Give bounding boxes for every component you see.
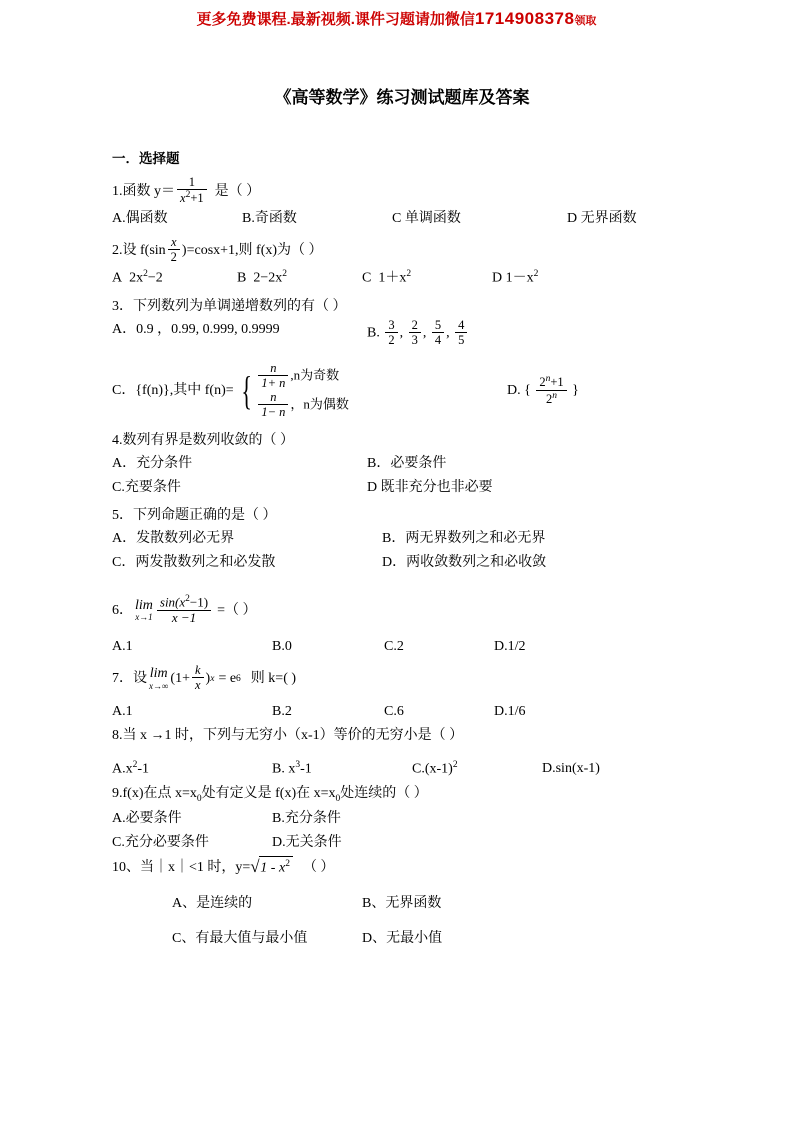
question-9-subscript-1: 0	[196, 793, 202, 804]
question-2-fraction	[168, 235, 180, 264]
option-b: B.0	[272, 639, 292, 655]
question-1	[112, 176, 692, 206]
option-a: A．0.9 ，0.99, 0.999, 0.9999	[112, 322, 280, 338]
question-5-options-row2	[112, 552, 692, 573]
option-d-label: D.	[507, 383, 521, 399]
option-a-sup: 2	[132, 760, 138, 771]
option-a-tail: −2	[147, 271, 163, 287]
question-8	[112, 725, 692, 746]
option-d: D 无界函数	[567, 211, 637, 227]
option-d: D.1/6	[494, 704, 526, 720]
question-9-subscript-2: 0	[335, 793, 341, 804]
option-c	[362, 267, 492, 289]
denominator: 5	[455, 332, 467, 347]
option-b-sup: 2	[282, 269, 287, 280]
denominator: 4	[432, 332, 444, 347]
watermark-banner	[0, 8, 793, 29]
numerator: 3	[388, 318, 395, 333]
option-b-tail: -1	[300, 762, 312, 778]
square-root	[250, 856, 293, 879]
case-1-text: ,n为奇数	[290, 367, 340, 383]
option-c: C.2	[384, 639, 404, 655]
question-4-options-row2	[112, 477, 692, 498]
denominator: 3	[409, 332, 421, 347]
numerator: 2	[411, 318, 418, 333]
option-d: D.无关条件	[272, 835, 342, 851]
option-b: B.奇函数	[242, 211, 297, 227]
numerator-base: 2	[539, 375, 546, 390]
option-b	[237, 267, 362, 289]
fraction-denominator	[177, 189, 207, 205]
numerator: k	[194, 663, 201, 678]
option-a	[112, 267, 237, 289]
denominator-tail: +1	[190, 191, 204, 206]
question-10-options-row1	[112, 893, 692, 914]
question-8-stem: 8.当 x →1 时，下列与无穷小（x-1）等价的无穷小是（ ）	[112, 728, 464, 744]
watermark-phone: 1714908378	[474, 9, 575, 28]
option-c: C.6	[384, 704, 404, 720]
option-a: A．发散数列必无界	[112, 531, 235, 547]
case-2-fraction	[258, 390, 288, 419]
limit-symbol: lim	[135, 597, 153, 613]
document-body	[112, 86, 692, 952]
question-7-expr-pre: (1+	[170, 671, 190, 687]
option-d	[507, 375, 579, 406]
denominator-exponent: 2	[185, 190, 191, 201]
question-10	[112, 856, 692, 879]
case-row-2	[256, 391, 349, 420]
option-b: B、无界函数	[362, 895, 442, 911]
option-c: C.充要条件	[112, 480, 181, 496]
limit-operator	[149, 667, 168, 691]
option-c	[112, 362, 507, 420]
fraction-numerator: 1	[188, 175, 195, 190]
option-c: C．两发散数列之和必发散	[112, 555, 276, 571]
option-a-label: A	[112, 271, 123, 287]
watermark-text-left: 更多免费课程.最新视频.课件习题请加微信	[196, 11, 475, 28]
option-b-sup: 3	[295, 760, 301, 771]
option-d	[542, 758, 600, 780]
option-b	[272, 758, 412, 780]
option-a: A.1	[112, 704, 133, 720]
radicand	[259, 856, 293, 879]
option-b: B．两无界数列之和必无界	[382, 531, 546, 547]
piecewise-cases	[256, 362, 349, 420]
question-3-stem: 3．下列数列为单调递增数列的有（ ）	[112, 299, 347, 315]
option-a: A.必要条件	[112, 811, 182, 827]
option-b-frac-1	[385, 318, 397, 347]
radicand-text: 1 - x	[260, 860, 286, 876]
limit-operator	[135, 599, 153, 623]
question-2-stem-after: )=cosx+1,则 f(x)为（ ）	[181, 243, 323, 259]
page-title: 《高等数学》练习测试题库及答案	[274, 88, 530, 107]
question-10-stem-post: （ ）	[302, 859, 335, 875]
numerator-post: −1)	[189, 594, 209, 610]
question-6-stem-after: =（ ）	[217, 603, 257, 619]
question-1-options	[112, 208, 692, 229]
question-9-stem-post: 处连续的（ ）	[340, 786, 428, 802]
option-c-sup: 2	[406, 269, 412, 280]
option-d: D、无最小值	[362, 930, 443, 946]
question-8-options	[112, 758, 692, 780]
question-9-options-row2	[112, 832, 692, 853]
denominator: x	[192, 677, 204, 692]
option-a: A.1	[112, 639, 133, 655]
numerator: 5	[434, 318, 442, 333]
option-d-label: D.sin(x-1)	[542, 761, 600, 777]
question-1-stem: 1.函数 y＝	[112, 183, 175, 199]
option-b: B.2	[272, 704, 292, 720]
question-9-options-row1	[112, 808, 692, 829]
question-6-label: 6．	[112, 603, 133, 619]
option-d-open-brace: {	[524, 383, 531, 399]
option-b-label: B. x	[272, 762, 296, 778]
option-b-label: B	[237, 271, 247, 287]
numerator-tail: +1	[550, 375, 564, 390]
option-b-frac-3	[432, 318, 444, 347]
option-c-label: C.(x-1)	[412, 762, 453, 778]
option-c-label: C	[362, 271, 372, 287]
question-7-options	[112, 701, 692, 722]
question-3-options-row2	[112, 362, 692, 420]
numerator-exponent: n	[545, 374, 551, 385]
option-d-close-brace: }	[572, 383, 579, 399]
option-c-label: C．{f(n)},其中 f(n)=	[112, 383, 234, 399]
denominator-base: x	[180, 191, 186, 206]
question-2	[112, 236, 692, 265]
denominator	[536, 390, 566, 406]
question-7-expr-post: )	[205, 671, 211, 687]
option-c: C 单调函数	[392, 211, 461, 227]
question-7-fraction	[192, 663, 204, 692]
question-10-options-row2	[112, 928, 692, 949]
radicand-exponent: 2	[285, 859, 290, 870]
option-c-sup: 2	[452, 760, 458, 771]
numerator: 4	[458, 318, 465, 333]
question-4-options-row1	[112, 453, 692, 474]
limit-symbol: lim	[149, 665, 168, 681]
option-b: B. $\frac{3}{2}$ , $\frac{2}{3}$ , $\frac{5}{4}$ , $\frac{4}{5}$	[367, 319, 469, 348]
numerator-pre: sin(x	[159, 594, 186, 610]
case-2-text: ，n为偶数	[290, 396, 349, 412]
question-6	[112, 595, 692, 626]
question-10-stem-pre: 10、当｜x｜<1 时，y=	[112, 859, 251, 875]
question-7-eq: = e	[218, 671, 237, 687]
option-a: A.偶函数	[112, 211, 168, 227]
option-a: A、是连续的	[172, 895, 253, 911]
option-b-frac-4	[455, 318, 467, 347]
numerator	[157, 594, 211, 610]
watermark-text-right: 领取	[574, 15, 597, 27]
question-5	[112, 505, 692, 526]
cases-brace	[237, 362, 349, 420]
question-2-stem: 2.设 f(sin	[112, 243, 166, 259]
numerator-sup: 2	[185, 594, 190, 605]
option-c: C、有最大值与最小值	[172, 930, 308, 946]
question-6-fraction	[157, 594, 211, 625]
option-a-sup: 2	[143, 269, 148, 280]
question-7-label: 7．设	[112, 671, 147, 687]
question-4-stem: 4.数列有界是数列收敛的（ ）	[112, 433, 294, 449]
question-7-stem-after: 则 k=( )	[250, 671, 297, 687]
numerator: n	[270, 390, 277, 405]
question-4	[112, 430, 692, 451]
option-b: B.充分条件	[272, 811, 341, 827]
limit-subscript: x→1	[135, 612, 153, 623]
denominator: 1− n	[258, 404, 288, 419]
fraction-numerator: x	[171, 235, 177, 250]
question-9-stem-pre: 9.f(x)在点 x=x	[112, 786, 197, 802]
option-d-fraction	[536, 374, 566, 405]
question-3-options-row1	[112, 319, 692, 348]
case-row-1	[256, 362, 349, 391]
denominator: 1+ n	[258, 375, 288, 390]
brace-glyph: {	[241, 368, 253, 414]
question-3	[112, 296, 692, 317]
question-1-stem-after: 是（ ）	[214, 183, 261, 199]
case-1-fraction	[258, 361, 288, 390]
option-b: B．必要条件	[367, 456, 447, 472]
option-d: D 既非充分也非必要	[367, 480, 493, 496]
denominator: 2	[385, 332, 397, 347]
limit-subscript: x→∞	[149, 680, 169, 691]
option-d	[492, 267, 538, 289]
question-7	[112, 664, 692, 693]
option-a-tail: -1	[137, 762, 150, 778]
denominator-base: 2	[546, 391, 553, 406]
option-a-expr: 2x	[129, 271, 144, 287]
option-d-expr: 1－x	[505, 271, 534, 287]
option-a-label: A.x	[112, 762, 133, 778]
denominator: x −1	[157, 610, 211, 626]
option-a: A．充分条件	[112, 456, 193, 472]
numerator	[536, 374, 566, 389]
question-1-fraction	[177, 175, 207, 205]
question-9-stem-mid: 处有定义是 f(x)在 x=x	[201, 786, 336, 802]
section-heading: 一．选择题	[112, 150, 180, 166]
denominator-exponent: n	[552, 390, 558, 401]
option-c-expr: 1＋x	[378, 271, 407, 287]
option-b-expr: 2−2x	[253, 271, 283, 287]
option-b-frac-2	[409, 318, 421, 347]
fraction-denominator: 2	[168, 249, 180, 264]
question-9	[112, 783, 692, 806]
option-d-sup: 2	[533, 269, 539, 280]
question-7-eq-sup: 6	[236, 673, 241, 684]
question-6-options	[112, 636, 692, 657]
option-d-label: D	[492, 271, 503, 287]
question-2-options	[112, 267, 692, 289]
option-d: D．两收敛数列之和必收敛	[382, 555, 547, 571]
option-c: C.充分必要条件	[112, 835, 209, 851]
numerator: n	[270, 361, 277, 376]
option-c	[412, 758, 542, 780]
option-b-label: B.	[367, 325, 380, 341]
option-a	[112, 758, 272, 780]
question-5-options-row1	[112, 528, 692, 549]
option-d: D.1/2	[494, 639, 526, 655]
question-7-exponent: x	[210, 673, 215, 684]
question-5-stem: 5．下列命题正确的是（ ）	[112, 508, 277, 524]
